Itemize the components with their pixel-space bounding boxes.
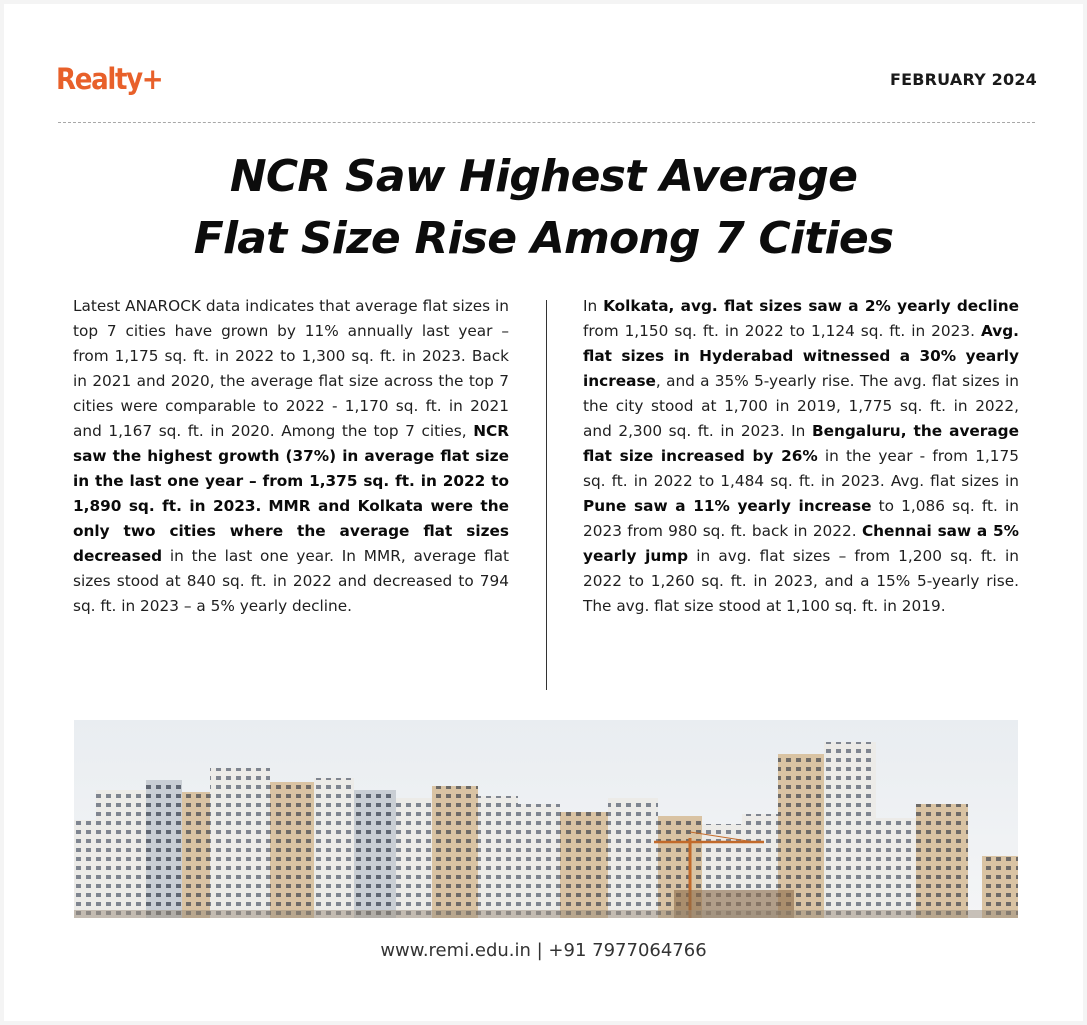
issue-date: FEBRUARY 2024 (890, 70, 1037, 89)
article-title (4, 146, 1083, 270)
skyline-photo (74, 720, 1018, 918)
header-divider (58, 122, 1035, 123)
newsletter-page (4, 4, 1083, 1021)
footer-contact: www.remi.edu.in | +91 7977064766 (380, 940, 707, 961)
title-line-1: NCR Saw Highest Average (229, 151, 858, 202)
right-column-text: In Kolkata, avg. flat sizes saw a 2% yearly decline from 1,150 sq. ft. in 2022 to 1,124 sq. ft. in 2023. Avg. flat sizes in Hyderabad witnessed a 30% yearly increase, and a 35% 5-yearly rise. The avg. flat sizes in the city stood at 1,700 in 2019, 1,775 sq. ft. in 2022, and 2,300 sq. ft. in 2023. In Bengaluru, the average flat size increased by 26% in the year - from 1,175 sq. ft. in 2022 to 1,484 sq. ft. in 2023. Avg. flat sizes in Pune saw a 11% yearly increase to 1,086 sq. ft. in 2023 from 980 sq. ft. back in 2022. Chennai saw a 5% yearly jump in avg. flat sizes – from 1,200 sq. ft. in 2022 to 1,260 sq. ft. in 2023, and a 15% 5-yearly rise. The avg. flat size stood at 1,100 sq. ft. in 2019. (583, 297, 1020, 615)
title-line-2: Flat Size Rise Among 7 Cities (193, 213, 894, 264)
column-divider (546, 300, 547, 690)
left-column-text: Latest ANAROCK data indicates that average flat sizes in top 7 cities have grown by 11% annually last year – from 1,175 sq. ft. in 2022 to 1,300 sq. ft. in 2023. Back in 2021 and 2020, the average flat size across the top 7 cities were comparable to 2022 - 1,170 sq. ft. in 2021 and 1,167 sq. ft. in 2020. Among the top 7 cities, NCR saw the highest growth (37%) in average flat size in the last one year – from 1,375 sq. ft. in 2022 to 1,890 sq. ft. in 2023. MMR and Kolkata were the only two cities where the average flat sizes decreased in the last one year. In MMR, average flat sizes stood at 840 sq. ft. in 2022 and decreased to 794 sq. ft. in 2023 – a 5% yearly decline. (73, 297, 509, 615)
realty-plus-logo: Realty+ (56, 62, 163, 96)
apartment-towers-illustration (74, 720, 1018, 918)
